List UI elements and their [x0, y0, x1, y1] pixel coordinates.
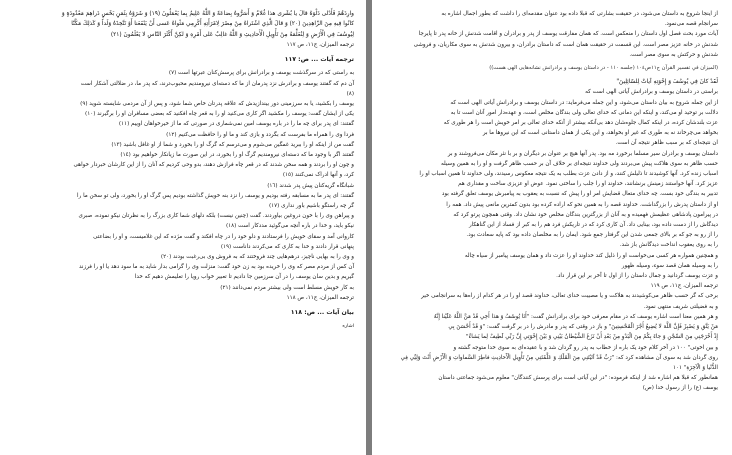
- translation-line: آن کس از مردم مصر که وی را خریده بود به زن خود گفت: منزلت وی را گرامی بدار شاید به ما سود دهد یا او را فرزند: [79, 264, 354, 271]
- right-bottom-block: [384, 292, 718, 393]
- right-page: [372, 0, 732, 455]
- translation-line: و وی را به بهایی ناچیز، درهم‌هایی چند فروختند که به فروش وی بی‌رغبت بودند (٢٠): [160, 254, 354, 261]
- translation-line: به راستی که در سرگذشت یوسف و برادرانش برای پرسش‌کنان عبرتها است (٧): [168, 70, 354, 77]
- left-verse-line: لِيُوسُفَ فِي الْأَرْضِ وَ لِنُعَلِّمَهُ مِنْ تَأْوِيلِ الْأَحادِيثِ وَ اللَّهُ غالِبٌ عَلى أَمْرِهِ وَ لكِنَّ أَكْثَرَ النّاسِ لا يَعْلَمُونَ (٢١): [110, 31, 354, 38]
- left-citation: ترجمه المیزان، ج١١، ص ١١٧: [286, 42, 354, 49]
- left-verse-block: [14, 10, 354, 50]
- right-top-line: از اینجا شروع به داستان می‌شود، در حقیقت بشارتی که قبلا داده بود عنوان مقدمه‌ای را داشت که بطور اجمال اشاره به: [441, 11, 718, 17]
- right-mid-line: حسب ظاهر به سوی هلاکت پیش می‌بردند ولی خداوند نتیجه‌ای بر خلاف آن بر حسب ظاهر گرفت و او را به همین وسیله: [441, 160, 718, 167]
- right-bottom-line: الدُّنْيا وَ الْآخِرَةِ" ١٠١: [673, 364, 718, 371]
- left-verse-line: وارِدَهُمْ فَأَدْلى دَلْوَهُ قالَ يا بُشْرى هذا غُلامٌ وَ أَسَرُّوهُ بِضاعَةً وَ اللَّهُ عَلِيمٌ بِما يَعْمَلُونَ (١٩) وَ شَرَوْهُ بِثَمَنٍ بَخْسٍ دَراهِمَ مَعْدُودَةٍ وَ: [61, 11, 354, 17]
- translation-line: (٨): [346, 90, 354, 97]
- translation-line: فردا وی را همراه ما بفرست که بگردد و بازی کند و ما او را حافظت می‌کنیم (١٢): [166, 131, 354, 138]
- right-mid-line: دیدگاش را از دست داده بود، بینایی داد. آن کاری کرد که در تاریکش فرد هم را به کبر از فساد از این گناهکار: [469, 222, 718, 229]
- section-heading-117: ترجمه آيات ... ص: ١١٧: [284, 56, 354, 64]
- right-bottom-line: یوسف (ع) را از رسول خدا (ص): [642, 385, 718, 392]
- right-mid-block: [384, 88, 718, 291]
- translation-line: کاروانی آمد و سقای خویش را فرستادند و دلو خود را در چاه افکند و گفت مژده که این غلامیست، و او را بضاعتی: [93, 233, 354, 240]
- translation-line: گفتند: ای پدر ما به مسابقه رفته بودیم و یوسف را نزد بنه خویش گذاشته بودیم پس گرگ او را بخورد، ولی تو سخن ما را: [77, 192, 354, 199]
- translation-line: آن دم که گفتند یوسف و برادرش نزد پدرمان از ما که دسته‌ای نیرومندیم محبوب‌ترند، که پدر ما، در ضلالتی آشکار است: [80, 80, 354, 87]
- right-bottom-line: مَنْ يَتَّقِ وَ يَصْبِرْ فَإِنَّ اللَّهَ لا يُضِيعُ أَجْرَ الْمُحْسِنِينَ" و باز در وقتی که پدر و مادرش را در بر گرفت گفت: "وَ قَدْ أَحْسَنَ بِي: [448, 324, 718, 331]
- right-mid-line: و همچنین همواره هر کسی می‌خواست او را ذلیل کند خداوند او را عزت داد و همان یوسف پیامبر از سیاه چاله: [464, 252, 718, 259]
- right-top-line: سرانجام قصه می‌نمود.: [664, 21, 718, 28]
- translation-line: پنهانی قرار دادند و خدا به کاری که می‌کردند داناست (١٩): [220, 243, 354, 250]
- right-mid-line: را به وسیله همان قصد سوء، وسیله ظهور: [621, 262, 718, 269]
- translation-line: گر چه راستگو باشیم باور نداری (١٧): [268, 203, 354, 210]
- right-bottom-line: همانطور که قبلا هم اشاره شد از اینکه فرموده: "در این آیاتی است برای پرسش کنندگان" معلوم می‌شود جماعتی داستان: [438, 375, 718, 382]
- right-top-line: شدنش در خانه عزیز مصر است. این قسمت در حقیقت همان است که داستان برادران، و بیرون شدنش به سوی مکاریان، و فروشی: [413, 41, 718, 48]
- translation-line: کرد، و آنها ادراک نمی‌کنند (١٥): [282, 172, 354, 179]
- right-mid-line: داستان یوسف و برادران سیر مسلما برخورد مه بود. پدر آنها هیچ بر عنوان بر دیگران و بر با نثر مکان می‌فروشند و بر: [447, 150, 718, 157]
- translation-line: به کار خویش مسلط است ولی بیشتر مردم نمی‌دانند (٢١): [220, 284, 354, 291]
- left-verse-line: كانُوا فِيهِ مِنَ الزّاهِدِينَ (٢٠) وَ قالَ الَّذِي اشْتَراهُ مِنْ مِصْرَ لِامْرَأَتِهِ أَكْرِمِي مَثْواهُ عَسى أَنْ يَنْفَعَنا أَوْ نَتَّخِذَهُ وَلَداً وَ كَذلِكَ مَكَّنّا: [71, 21, 354, 28]
- right-mid-line: را به روی یعقوب انداخت دیدگانش باز شد.: [619, 242, 718, 249]
- translation-line: یکی از ایشان گفت: یوسف را مکشید اگر کاری می‌کنید او را به قعر چاه افکنید که بعضی مسافران او را برگیرند (١٠): [85, 111, 354, 118]
- right-mid-line: دلالت بر توحید او می‌کند، و اینکه این دمانی که خدای تعالی ولی بندگان مخلص است، و عهده‌دار امور آنان است تا به: [450, 109, 718, 116]
- right-bottom-line: روی گردان شد به سوی آن مشاهده کرد که: "رَبِّ قَدْ آتَيْتَنِي مِنَ الْمُلْكِ وَ عَلَّمْتَنِي مِنْ تَأْوِيلِ الْأَحادِيثِ فاطِرَ السَّماواتِ وَ الْأَرْضِ أَنْتَ وَلِيِّي فِي: [400, 354, 718, 361]
- translation-line: گفت من از اینکه او را ببرید غمگین می‌شوم و می‌ترسم که گرگ او را بخورد و شما از او غافل باشید (١٣): [111, 141, 354, 148]
- section-heading-118: بيان آيات ... ص: ١١٨: [290, 309, 354, 317]
- reference-line: (الميزان في تفسير القرآن ج١١ص١٠٤ (جلسه ١١٠ - در داستان یوسف و برادرانش نشانه‌هایی الهی هست)): [489, 65, 718, 72]
- right-mid-line: و عزت یوسف گردانید و جمال داستان را از اول تا آخر بر این قرار داد.: [556, 273, 718, 280]
- right-mid-line: عزیز کرد. آنها خواستند زمینش برنشانند، خداوند او را جلب را ساختی نمود. عوض او عزیزی ساخت و مقداری هم: [458, 181, 718, 188]
- quran-verse: لَقَدْ كانَ فِي يُوسُفَ وَ إِخْوَتِهِ آياتٌ لِلسّائِلِينَ": [616, 79, 718, 86]
- right-top-block: [384, 10, 718, 60]
- right-mid-line: تدبیر به بندگی خود بست. چه خدای متعال قضایش امر او را پیش که نسبت به یعقوب به پیامبرش یوسف تعلق گرفته بود: [441, 191, 718, 198]
- right-mid-line: در پیرامون پادشاهی عظیمش فهمیده و به آنان از بزرگترین بندگان مخلص خود نشان داد. وقتی همچون پرتو کرد که: [453, 211, 718, 218]
- left-translation-block: [14, 69, 354, 303]
- translation-line: نیکو باید، و خدا در باره آنچه می‌گوئید مددکار است (١٨): [225, 223, 354, 230]
- right-bottom-line: برخی که گر حسب ظاهر می‌کوشیدند به هلاکت و یا مصیبت خدای تعالی، خداوند قصد او را در هر کدام از راه‌ها به سرانجامی خیر: [421, 293, 718, 300]
- right-bottom-line: و هر همین معنا است اشاره یوسف که در مقام معرفی خود برای برادرانش گفت: "أَنَا يُوسُفُ وَ هذا أَخِي قَدْ مَنَّ اللَّهُ عَلَيْنا إِنَّهُ: [433, 313, 718, 320]
- right-mid-line: از این جمله شروع به بیان داستان می‌شود، و این جمله می‌فرماید: در داستان یوسف و برادرانش آیاتی الهی است که: [450, 99, 718, 106]
- right-mid-line: ان نتیجه‌ای که بر سبب ظاهر نتیجه آن است.: [615, 140, 718, 147]
- right-bottom-line: إِذْ أَخْرَجَنِي مِنَ السِّجْنِ وَ جاءَ بِكُمْ مِنَ الْبَدْوِ مِنْ بَعْدِ أَنْ نَزَغَ الشَّيْطانُ بَيْنِي وَ بَيْنَ إِخْوَتِي إِنَّ رَبِّي لَطِيفٌ لِما يَشاءُ": [466, 334, 718, 341]
- right-mid-line: براستی در داستان یوسف و برادرانش آیاتی الهی است که: [585, 89, 718, 96]
- footer-word: اشاره: [342, 324, 354, 330]
- right-mid-line: او از داستان پدرش را بزرگداشت. خداوند قصه را به همین نحو که اراده کرده بود بدون کمترین مانعی پیش داد. همه را: [446, 201, 718, 208]
- right-bottom-line: و به فضیلتی شریف منتهی نمود.: [643, 303, 718, 310]
- right-top-line: شدنش و حرکتش به سوی مصر است.: [629, 51, 718, 58]
- translation-line: و چون او را بردند و همه سخن شدند که در قعر چاه فرازش دهند، بدو وحی کردیم که آنان را از این کارشان خبردار خواهی: [73, 162, 354, 169]
- translation-line: شبانگاه گریه‌کنان پیش پدر شدند (١٦): [267, 182, 354, 189]
- right-mid-line: بخواهد می‌چرخاند نه به طوری که غیر او بخواهد، و این یکی از همان داستانی است که این نیروها ما بر: [482, 130, 718, 137]
- translation-line: گفتند: ای پدر برای چه ما را در باره یوسف امین نمی‌شماری در صورتی که ما از خیرخواهان اوییم (١١): [118, 121, 354, 128]
- translation-line: گیریم و بدین سان یوسف را در آن سرزمین جا دادیم تا تعبیر خواب رویا را تعلیمش دهیم که خدا: [134, 274, 354, 281]
- left-citation: ترجمه المیزان، ج١١، ص ١١٨: [286, 294, 354, 301]
- right-mid-line: را از رو به جو که بر بالای جمعی شدن این گرفتار جمع شود. ایمان را به مخلصان داده بود که پایه سعادت بود.: [466, 232, 718, 239]
- right-top-line: آیات مورد بحث فصل اول داستان را منعکس است. که همان مفارقت یوسف از پدر و برادران و اقامت شدنش از خانه پدر تا پایرجا: [418, 31, 718, 38]
- translation-line: گفتند اگر با وجود ما که دسته‌ای نیرومندیم گرگ او را بخورد، در این صورت ما زیانکار خواهیم بود (١٤): [120, 152, 354, 159]
- right-mid-line: ترجمه المیزان، ج١١، ص ١١٩: [650, 283, 718, 290]
- translation-line: یوسف را بکشید، یا به سرزمینی دور بیندازیدش که علاقه پدرتان خاص شما شود، و پس از آن مردمی شایسته شوید (٩): [80, 101, 354, 108]
- translation-line: و پیراهن وی را با خون دروغین بیاوردند. گفت (چنین نیست) بلکه دلهای شما کاری بزرگ را به نظرتان نیکو نموده، صبری: [78, 213, 354, 220]
- right-mid-line: اسباب زنده کرد. آنها کوشیدند تا ذلیلش کنند، و از دادن عزت بطلب به یک نتیجه معکوس رسیدند، ولی خداوند تا همین اسباب او را: [419, 171, 718, 178]
- right-bottom-line: و بین اخوتی" ١٠٠ در آخر کلام خود یک باره از خطاب به پدر رو گردان شد و با عقیده‌ای به سوی خدا متوجه گشته و: [453, 344, 718, 351]
- right-mid-line: عزت بلندشان کرده، در اینکه کمال جلوه‌شان دهد بی‌آنکه بیشتر از آنکه خدای تعالی بر امر خویش است را هر طوری که: [443, 120, 718, 127]
